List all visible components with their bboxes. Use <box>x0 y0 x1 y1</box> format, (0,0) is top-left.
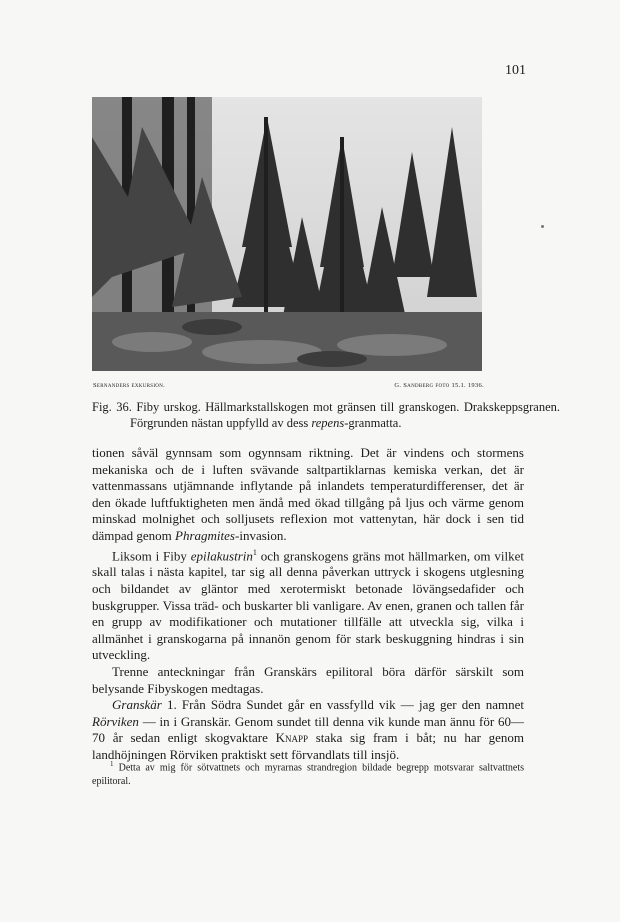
photo-credit-left: Sernanders exkursion. <box>93 382 166 389</box>
paragraph-4 <box>92 697 524 763</box>
paragraph-4-text: 1. Från Södra Sundet går en vassfylld vik — jag ger den namnet <box>167 697 524 713</box>
paragraph-2-italic: epilakustrin <box>190 547 253 563</box>
paragraph-4-italic-2: Rörviken <box>92 713 139 729</box>
paragraph-1 <box>92 445 524 545</box>
page-speck <box>541 225 544 228</box>
body-text <box>92 445 524 764</box>
paragraph-1-text: tionen såväl gynnsam som ogynnsam riktning. Det är vindens och stormens mekaniska och de i luften svävande saltpartiklarnas kemiska verkan, det är vattenmassans utjämnande inflytande på inlandets temperaturdifferenser, det är den ökade luftfuktigheten men ändå med ökad tillgång på ljus och värme genom minskad molnighet och solljusets reflexion mot vattenytan, här dock i sen tid dämpad genom <box>92 445 524 543</box>
paragraph-4-name: Knapp <box>275 730 308 746</box>
caption-italic: repens <box>311 416 345 430</box>
paragraph-4-end: staka sig fram i båt; nu har genom landhöjningen Rörviken praktiskt sett förvandlats till insjö. <box>92 730 525 763</box>
footnote-marker: 1 <box>110 760 114 768</box>
paragraph-1-end: -invasion. <box>235 527 287 543</box>
figure-caption <box>92 399 560 431</box>
paragraph-2-text: Liksom i Fiby <box>112 547 187 563</box>
paragraph-1-italic: Phragmites <box>175 527 235 543</box>
paragraph-4-italic: Granskär <box>112 697 162 713</box>
forest-photograph <box>92 97 482 371</box>
paragraph-3: Trenne anteckningar från Granskärs epilitoral böra därför särskilt som belysande Fibyskogen medtagas. <box>92 664 524 696</box>
footnote <box>92 757 524 789</box>
photo-credit-right: G. Sandberg foto 15.1. 1936. <box>394 382 484 389</box>
footnote-reference: 1 <box>252 547 257 557</box>
paragraph-2 <box>92 545 524 664</box>
footnote-text: Detta av mig för sötvattnets och myrarnas strandregion bildade begrepp motsvarar saltvattnets epilitoral. <box>92 762 525 788</box>
paragraph-4-middle: — in i Granskär. Genom sundet till denna vik kunde man ännu för 60—70 år sedan enligt skogvaktare <box>92 713 525 746</box>
page-number: 101 <box>505 63 526 78</box>
caption-text: Fiby urskog. Hällmarkstallskogen mot gränsen till granskogen. Drakskeppsgranen. Förgrunden nästan uppfylld av dess <box>130 400 560 430</box>
caption-text-end: -granmatta. <box>344 416 402 430</box>
paragraph-2-end: och granskogens gräns mot hällmarken, om vilket skall talas i nästa kapitel, tar sig all denna påverkan uttryck i skogens utglesning och bildandet av gläntor med xerotermiskt betonade lövängsedafider och buskgrupper. Vissa träd- och buskarter bli vanligare. Av enen, granen och tallen får en grupp av modifikationer och mutationer tillfälle att utveckla sig, vilka i allmänhet i granskogarna på innanön genom för stark beskuggning hindras i sin utveckling. <box>92 547 525 663</box>
figure-label: Fig. 36. <box>92 400 132 414</box>
